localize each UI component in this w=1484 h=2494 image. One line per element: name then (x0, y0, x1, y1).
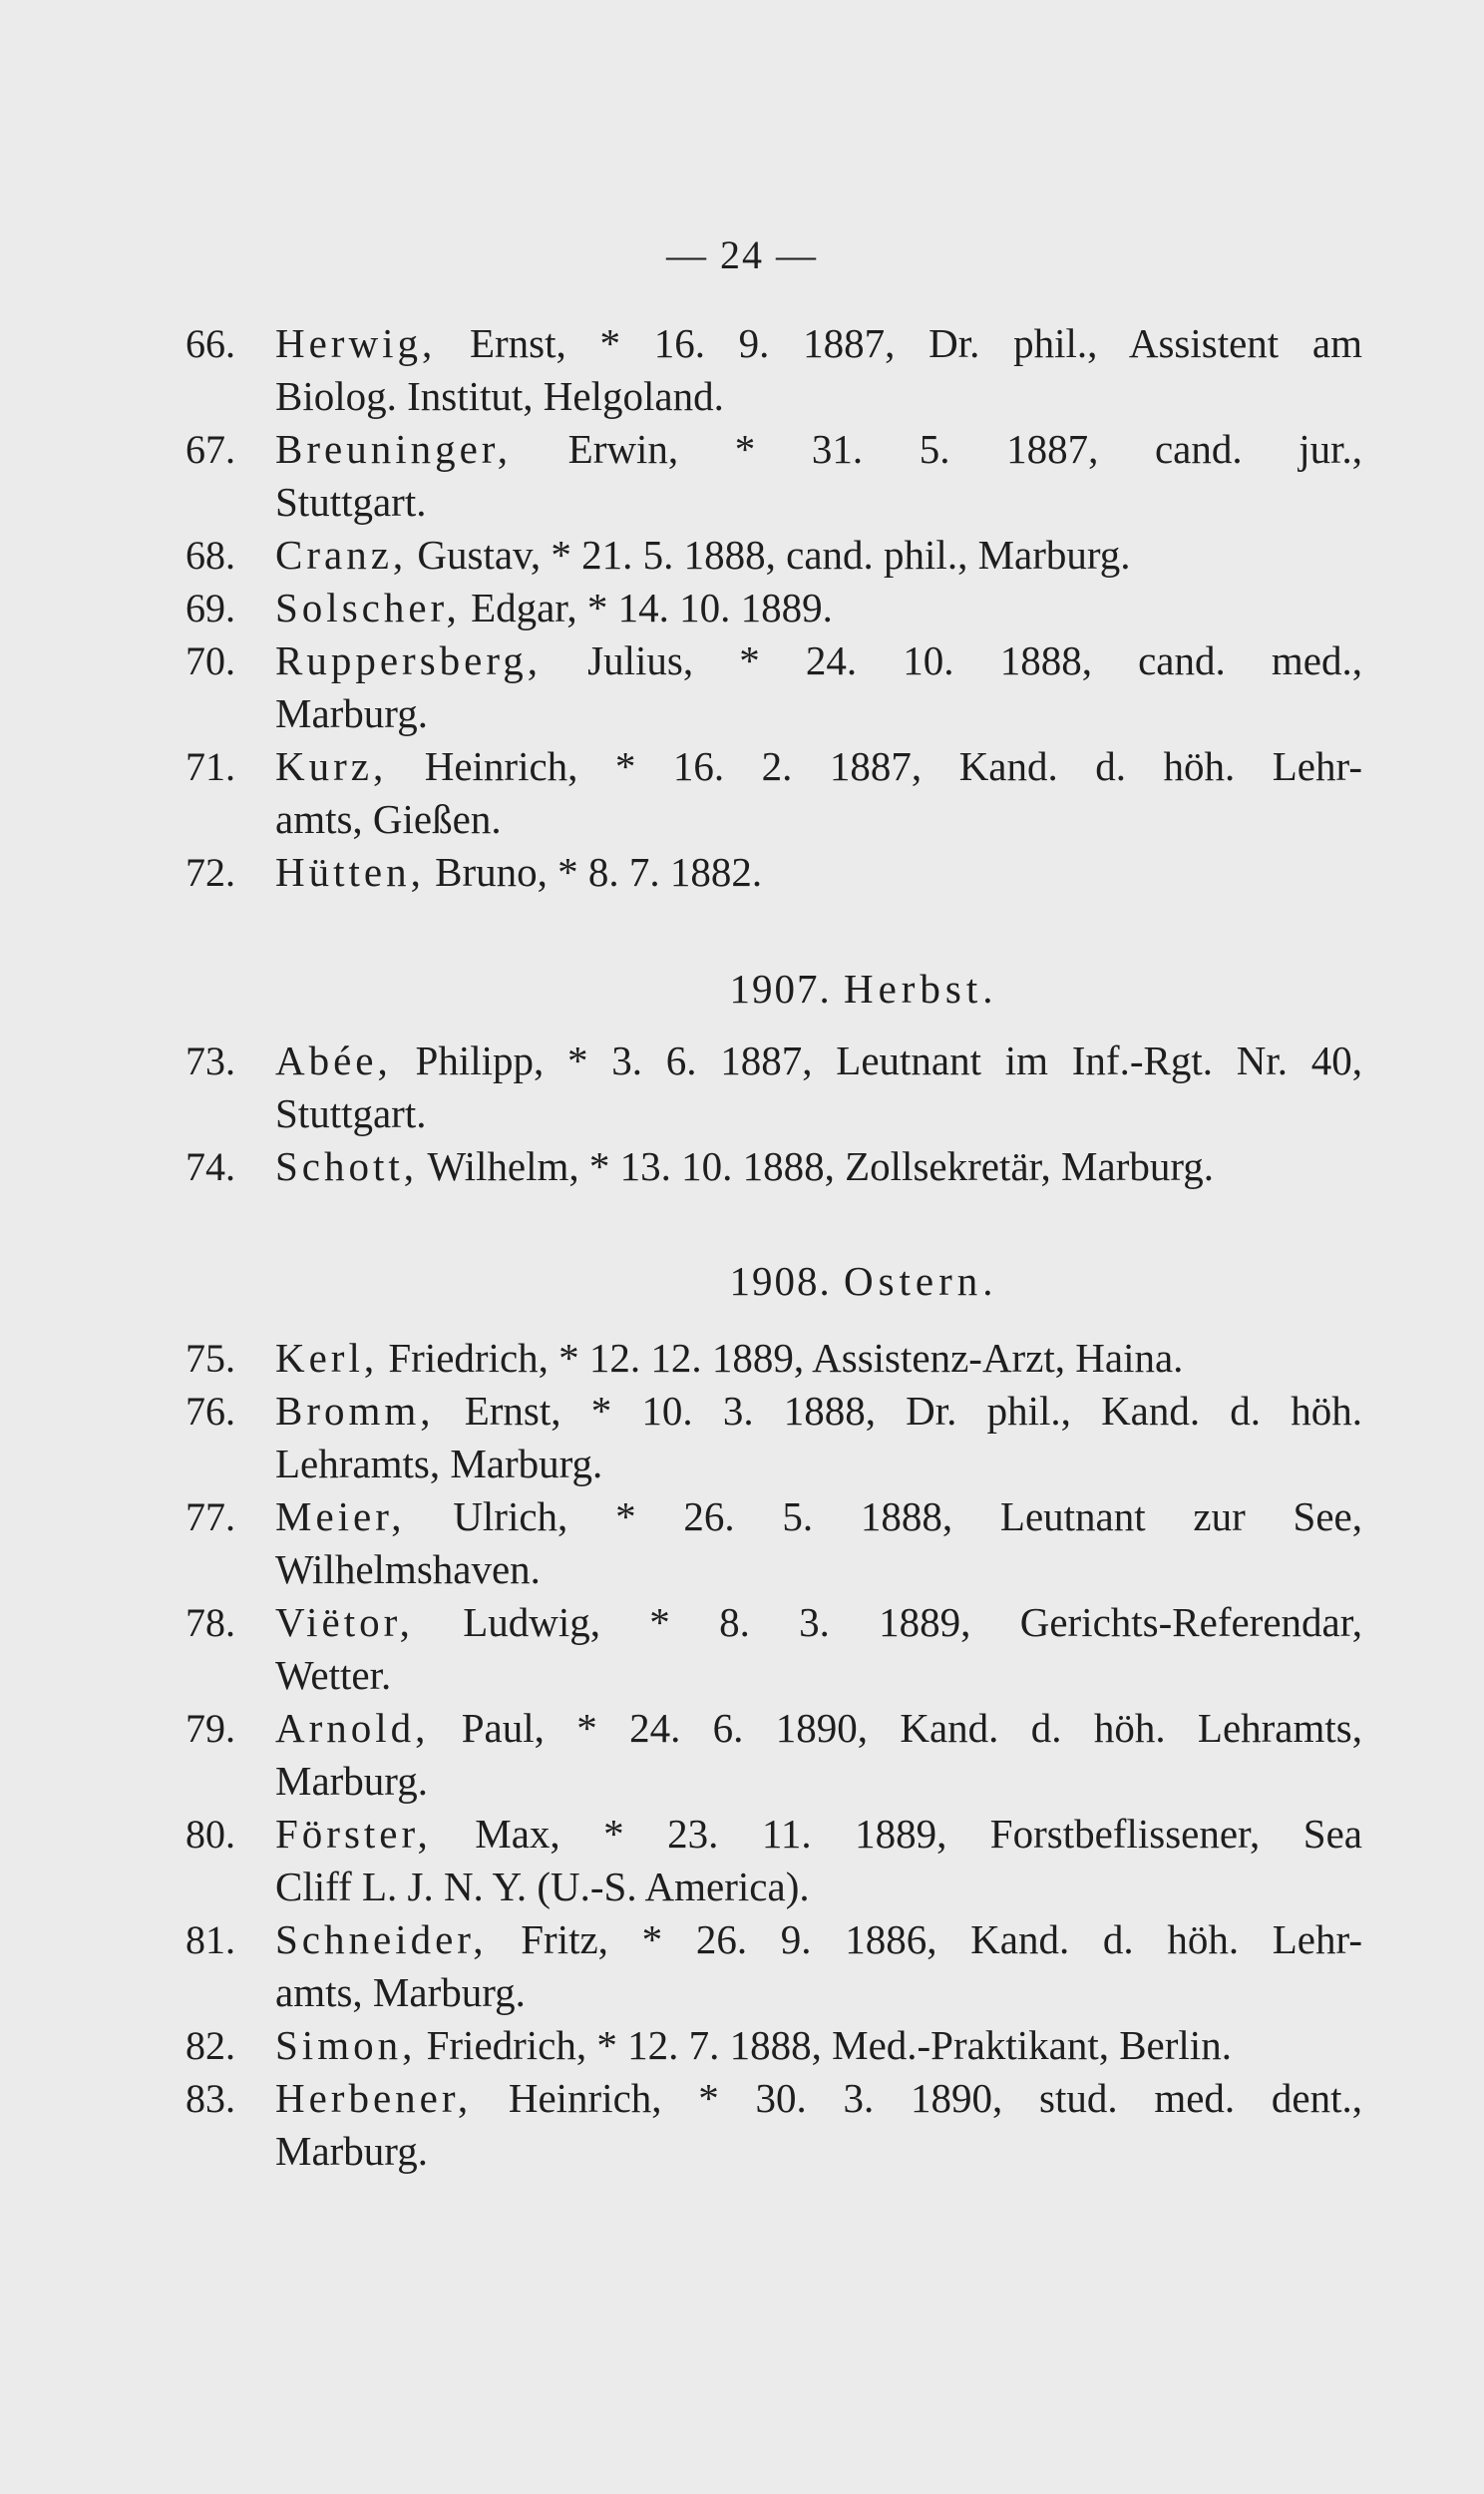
entry-list (186, 1035, 1362, 1193)
entry-continuation: Stuttgart. (275, 1090, 427, 1136)
entry-continuation: Stuttgart. (275, 479, 427, 525)
entry-details: Fritz, * 26. 9. 1886, Kand. d. höh. Lehr- (487, 1916, 1362, 1962)
entry-continuation: amts, Gießen. (275, 796, 502, 842)
entry-continuation: Lehramts, Marburg. (275, 1441, 603, 1486)
list-item (186, 1035, 1362, 1140)
entry-number: 73. (186, 1039, 235, 1083)
heading-year: 1907. (729, 966, 832, 1012)
list-item (186, 846, 1362, 899)
entry-first-line (275, 582, 1362, 634)
list-item (186, 529, 1362, 582)
entry-number: 77. (186, 1494, 235, 1539)
entry-number: 80. (186, 1812, 235, 1857)
entry-continuation: Marburg. (275, 1758, 428, 1804)
entry-surname: Schneider, (275, 1916, 488, 1962)
entry-first-line (275, 2072, 1362, 2125)
entry-surname: Arnold, (275, 1705, 430, 1751)
section-heading-1908 (186, 1257, 1452, 1305)
entry-surname: Herwig, (275, 320, 437, 366)
list-item (186, 1332, 1362, 1385)
list-item (186, 317, 1362, 423)
entry-details: Paul, * 24. 6. 1890, Kand. d. höh. Lehramts, (429, 1705, 1362, 1751)
list-item (186, 1140, 1362, 1193)
entry-number: 71. (186, 744, 235, 789)
heading-season: Herbst. (843, 966, 998, 1012)
entry-number: 78. (186, 1600, 235, 1645)
entry-continuation: Marburg. (275, 690, 428, 736)
entry-surname: Simon, (275, 2022, 417, 2068)
list-item (186, 2019, 1362, 2072)
entry-details: Ernst, * 10. 3. 1888, Dr. phil., Kand. d. höh. (434, 1388, 1362, 1434)
list-item (186, 582, 1362, 634)
entry-first-line (275, 1596, 1362, 1649)
entry-surname: Ruppersberg, (275, 637, 543, 683)
entry-details: Friedrich, * 12. 12. 1889, Assistenz-Arzt, Haina. (378, 1335, 1184, 1381)
list-item (186, 1385, 1362, 1490)
entry-first-line (275, 1385, 1362, 1438)
entry-details: Wilhelm, * 13. 10. 1888, Zollsekretär, Marburg. (418, 1143, 1215, 1189)
entry-surname: Meier, (275, 1493, 406, 1539)
entry-details: Ernst, * 16. 9. 1887, Dr. phil., Assistent am (436, 320, 1362, 366)
entry-details: Bruno, * 8. 7. 1882. (424, 849, 763, 895)
entry-surname: Schott, (275, 1143, 419, 1189)
entry-first-line (275, 529, 1362, 582)
entry-surname: Cranz, (275, 532, 408, 578)
entry-first-line (275, 634, 1362, 687)
entry-surname: Viëtor, (275, 1599, 414, 1645)
entry-surname: Förster, (275, 1811, 432, 1857)
entry-details: Erwin, * 31. 5. 1887, cand. jur., (512, 426, 1362, 472)
entry-number: 76. (186, 1389, 235, 1434)
entry-surname: Kerl, (275, 1335, 379, 1381)
entry-first-line (275, 317, 1362, 370)
entry-continuation: Marburg. (275, 2128, 428, 2174)
entry-number: 81. (186, 1917, 235, 1962)
heading-season: Ostern. (843, 1258, 998, 1304)
entry-number: 70. (186, 638, 235, 683)
page-number: — 24 — (666, 232, 818, 277)
entry-number: 69. (186, 586, 235, 630)
entry-surname: Herbener, (275, 2075, 473, 2121)
entry-number: 83. (186, 2076, 235, 2121)
entry-surname: Kurz, (275, 743, 388, 789)
entry-surname: Abée, (275, 1038, 392, 1083)
list-item (186, 1596, 1362, 1702)
list-item (186, 1808, 1362, 1913)
entry-number: 82. (186, 2023, 235, 2068)
entry-continuation: Wetter. (275, 1652, 392, 1698)
entry-details: Edgar, * 14. 10. 1889. (460, 585, 833, 630)
list-item (186, 1913, 1362, 2019)
entry-number: 72. (186, 850, 235, 895)
entry-first-line (275, 1490, 1362, 1543)
entry-continuation: amts, Marburg. (275, 1969, 526, 2015)
entry-list (186, 1332, 1362, 2178)
entry-details: Philipp, * 3. 6. 1887, Leutnant im Inf.-Rgt. Nr. 40, (391, 1038, 1362, 1083)
entry-first-line (275, 1808, 1362, 1861)
list-item (186, 740, 1362, 846)
entry-surname: Bromm, (275, 1388, 435, 1434)
entry-first-line (275, 846, 1362, 899)
entry-first-line (275, 1332, 1362, 1385)
entry-first-line (275, 2019, 1362, 2072)
entry-number: 75. (186, 1336, 235, 1381)
list-item (186, 423, 1362, 529)
entry-details: Heinrich, * 30. 3. 1890, stud. med. dent., (472, 2075, 1362, 2121)
entry-details: Heinrich, * 16. 2. 1887, Kand. d. höh. Lehr- (387, 743, 1362, 789)
entry-details: Gustav, * 21. 5. 1888, cand. phil., Marburg. (407, 532, 1131, 578)
entry-number: 74. (186, 1144, 235, 1189)
entry-details: Julius, * 24. 10. 1888, cand. med., (542, 637, 1362, 683)
entry-first-line (275, 740, 1362, 793)
list-item (186, 634, 1362, 740)
entry-first-line (275, 1702, 1362, 1755)
entry-surname: Breuninger, (275, 426, 513, 472)
entry-continuation: Biolog. Institut, Helgoland. (275, 373, 724, 419)
section-heading-1907 (186, 965, 1452, 1013)
entry-details: Ulrich, * 26. 5. 1888, Leutnant zur See, (405, 1493, 1362, 1539)
entry-first-line (275, 423, 1362, 476)
entry-first-line (275, 1035, 1362, 1087)
heading-year: 1908. (729, 1258, 832, 1304)
entry-number: 79. (186, 1706, 235, 1751)
entry-details: Ludwig, * 8. 3. 1889, Gerichts-Referendar, (413, 1599, 1362, 1645)
entry-continuation: Cliff L. J. N. Y. (U.-S. America). (275, 1864, 810, 1909)
entry-details: Max, * 23. 11. 1889, Forstbeflissener, Sea (431, 1811, 1362, 1857)
entry-list (186, 317, 1362, 899)
entry-details: Friedrich, * 12. 7. 1888, Med.-Praktikant, Berlin. (416, 2022, 1232, 2068)
list-item (186, 2072, 1362, 2178)
entry-number: 67. (186, 427, 235, 472)
entry-first-line (275, 1913, 1362, 1966)
entry-continuation: Wilhelmshaven. (275, 1546, 541, 1592)
entry-first-line (275, 1140, 1362, 1193)
entry-number: 68. (186, 533, 235, 578)
list-item (186, 1490, 1362, 1596)
entry-surname: Solscher, (275, 585, 461, 630)
entry-number: 66. (186, 321, 235, 366)
list-item (186, 1702, 1362, 1808)
entry-surname: Hütten, (275, 849, 425, 895)
